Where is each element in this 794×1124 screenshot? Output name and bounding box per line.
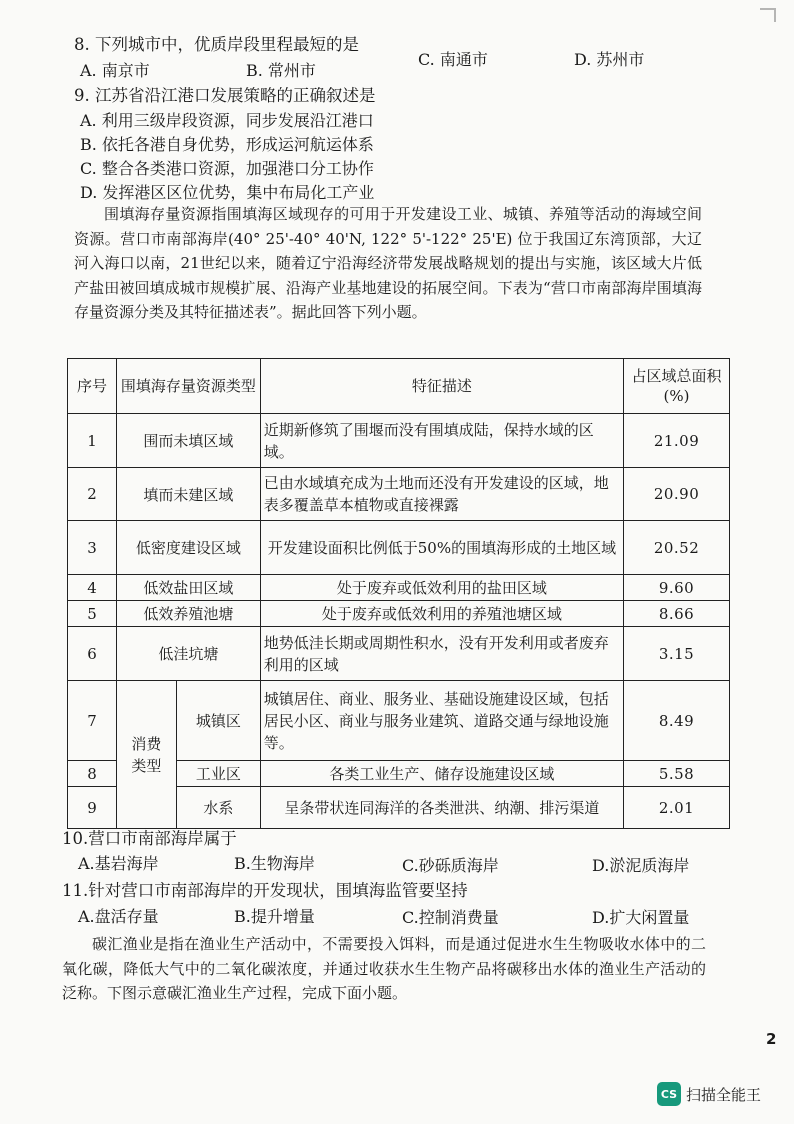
row-no: 3 <box>68 521 117 575</box>
question-11-option-a: A.盘活存量 <box>78 907 159 926</box>
question-8-option-a: A. 南京市 <box>80 61 150 80</box>
row-no: 4 <box>68 575 117 601</box>
passage-reclamation <box>74 202 702 325</box>
row-pct: 20.90 <box>624 468 730 521</box>
question-10-option-a: A.基岩海岸 <box>78 854 159 873</box>
question-8-option-c: C. 南通市 <box>418 50 488 69</box>
question-11-option-b: B.提升增量 <box>234 907 315 926</box>
row-no: 1 <box>68 414 117 468</box>
row-no: 7 <box>68 681 117 761</box>
row-pct: 8.49 <box>624 681 730 761</box>
header-desc: 特征描述 <box>260 359 623 414</box>
row-pct: 3.15 <box>624 627 730 681</box>
table-row <box>68 575 730 601</box>
question-10-stem: 10.营口市南部海岸属于 <box>62 829 237 848</box>
table-row <box>68 601 730 627</box>
question-9-stem: 9. 江苏省沿江港口发展策略的正确叙述是 <box>74 86 376 105</box>
row-type: 围而未填区域 <box>116 414 260 468</box>
row-desc: 城镇居住、商业、服务业、基础设施建设区域，包括居民小区、商业与服务业建筑、道路交通与绿地设施等。 <box>260 681 623 761</box>
row-pct: 5.58 <box>624 761 730 787</box>
row-type: 水系 <box>176 787 260 829</box>
table-header-row <box>68 359 730 414</box>
row-pct: 2.01 <box>624 787 730 829</box>
row-no: 9 <box>68 787 117 829</box>
header-pct: 占区域总面积(%) <box>624 359 730 414</box>
passage-carbon-sink-text: 碳汇渔业是指在渔业生产活动中，不需要投入饵料，而是通过促进水生生物吸收水体中的二氧化碳，降低大气中的二氧化碳浓度，并通过收获水生生物产品将碳移出水体的渔业生产活动的泛称。下图示意碳汇渔业生产过程，完成下面小题。 <box>62 935 706 1002</box>
row-type: 低效养殖池塘 <box>116 601 260 627</box>
row-no: 8 <box>68 761 117 787</box>
row-no: 6 <box>68 627 117 681</box>
question-10-option-c: C.砂砾质海岸 <box>402 856 499 875</box>
row-pct: 8.66 <box>624 601 730 627</box>
question-11-stem: 11.针对营口市南部海岸的开发现状，围填海监管要坚持 <box>62 881 468 900</box>
group-label: 消费类型 <box>131 734 162 775</box>
header-type: 围填海存量资源类型 <box>116 359 260 414</box>
row-desc: 呈条带状连同海洋的各类泄洪、纳潮、排污渠道 <box>260 787 623 829</box>
question-10-option-d: D.淤泥质海岸 <box>592 856 690 875</box>
passage-carbon-sink <box>62 932 706 1006</box>
row-desc: 各类工业生产、储存设施建设区域 <box>260 761 623 787</box>
row-desc: 已由水域填充成为土地而还没有开发建设的区域，地表多覆盖草本植物或直接裸露 <box>260 468 623 521</box>
row-pct: 9.60 <box>624 575 730 601</box>
question-11-option-c: C.控制消费量 <box>402 908 499 927</box>
table-row <box>68 468 730 521</box>
row-desc: 处于废弃或低效利用的盐田区域 <box>260 575 623 601</box>
group-consumption-type <box>116 681 176 829</box>
scan-corner-mark <box>760 8 776 22</box>
question-8-option-b: B. 常州市 <box>246 61 316 80</box>
row-type: 低密度建设区域 <box>116 521 260 575</box>
page-number: 2 <box>766 1030 777 1048</box>
question-9-option-b: B. 依托各港自身优势，形成运河航运体系 <box>80 135 374 154</box>
row-type: 低效盐田区域 <box>116 575 260 601</box>
camscanner-logo-icon: CS <box>657 1082 681 1106</box>
row-type: 城镇区 <box>176 681 260 761</box>
scanner-watermark <box>657 1082 761 1106</box>
table-row <box>68 521 730 575</box>
table-row <box>68 414 730 468</box>
question-9-option-a: A. 利用三级岸段资源，同步发展沿江港口 <box>80 111 374 130</box>
reclamation-resource-table <box>67 358 730 829</box>
question-8-option-d: D. 苏州市 <box>574 50 645 69</box>
header-no: 序号 <box>68 359 117 414</box>
row-type: 工业区 <box>176 761 260 787</box>
table-row <box>68 681 730 761</box>
row-desc: 地势低洼长期或周期性积水，没有开发利用或者废弃利用的区域 <box>260 627 623 681</box>
row-type: 低洼坑塘 <box>116 627 260 681</box>
row-type: 填而未建区域 <box>116 468 260 521</box>
table-row <box>68 627 730 681</box>
question-8-stem: 8. 下列城市中，优质岸段里程最短的是 <box>74 35 359 54</box>
passage-reclamation-text: 围填海存量资源指围填海区域现存的可用于开发建设工业、城镇、养殖等活动的海域空间资源。营口市南部海岸(40° 25'-40° 40'N, 122° 5'-122° 25'E) 位于我国辽东湾顶部，大辽河入海口以南，21世纪以来，随着辽宁沿海经济带发展战略规划的提出与实施，该区域大片低产盐田被回填成城市规模扩展、沿海产业基地建设的拓展空间。下表为“营口市南部海岸围填海存量资源分类及其特征描述表”。据此回答下列小题。 <box>74 205 702 321</box>
row-no: 5 <box>68 601 117 627</box>
row-desc: 近期新修筑了围堰而没有围填成陆，保持水域的区域。 <box>260 414 623 468</box>
row-pct: 20.52 <box>624 521 730 575</box>
question-10-option-b: B.生物海岸 <box>234 854 315 873</box>
row-desc: 处于废弃或低效利用的养殖池塘区域 <box>260 601 623 627</box>
question-11-option-d: D.扩大闲置量 <box>592 908 690 927</box>
row-desc: 开发建设面积比例低于50%的围填海形成的土地区域 <box>260 521 623 575</box>
question-9-option-d: D. 发挥港区区位优势，集中布局化工产业 <box>80 183 375 202</box>
row-pct: 21.09 <box>624 414 730 468</box>
row-no: 2 <box>68 468 117 521</box>
question-9-option-c: C. 整合各类港口资源，加强港口分工协作 <box>80 159 374 178</box>
scanner-label: 扫描全能王 <box>686 1085 762 1104</box>
